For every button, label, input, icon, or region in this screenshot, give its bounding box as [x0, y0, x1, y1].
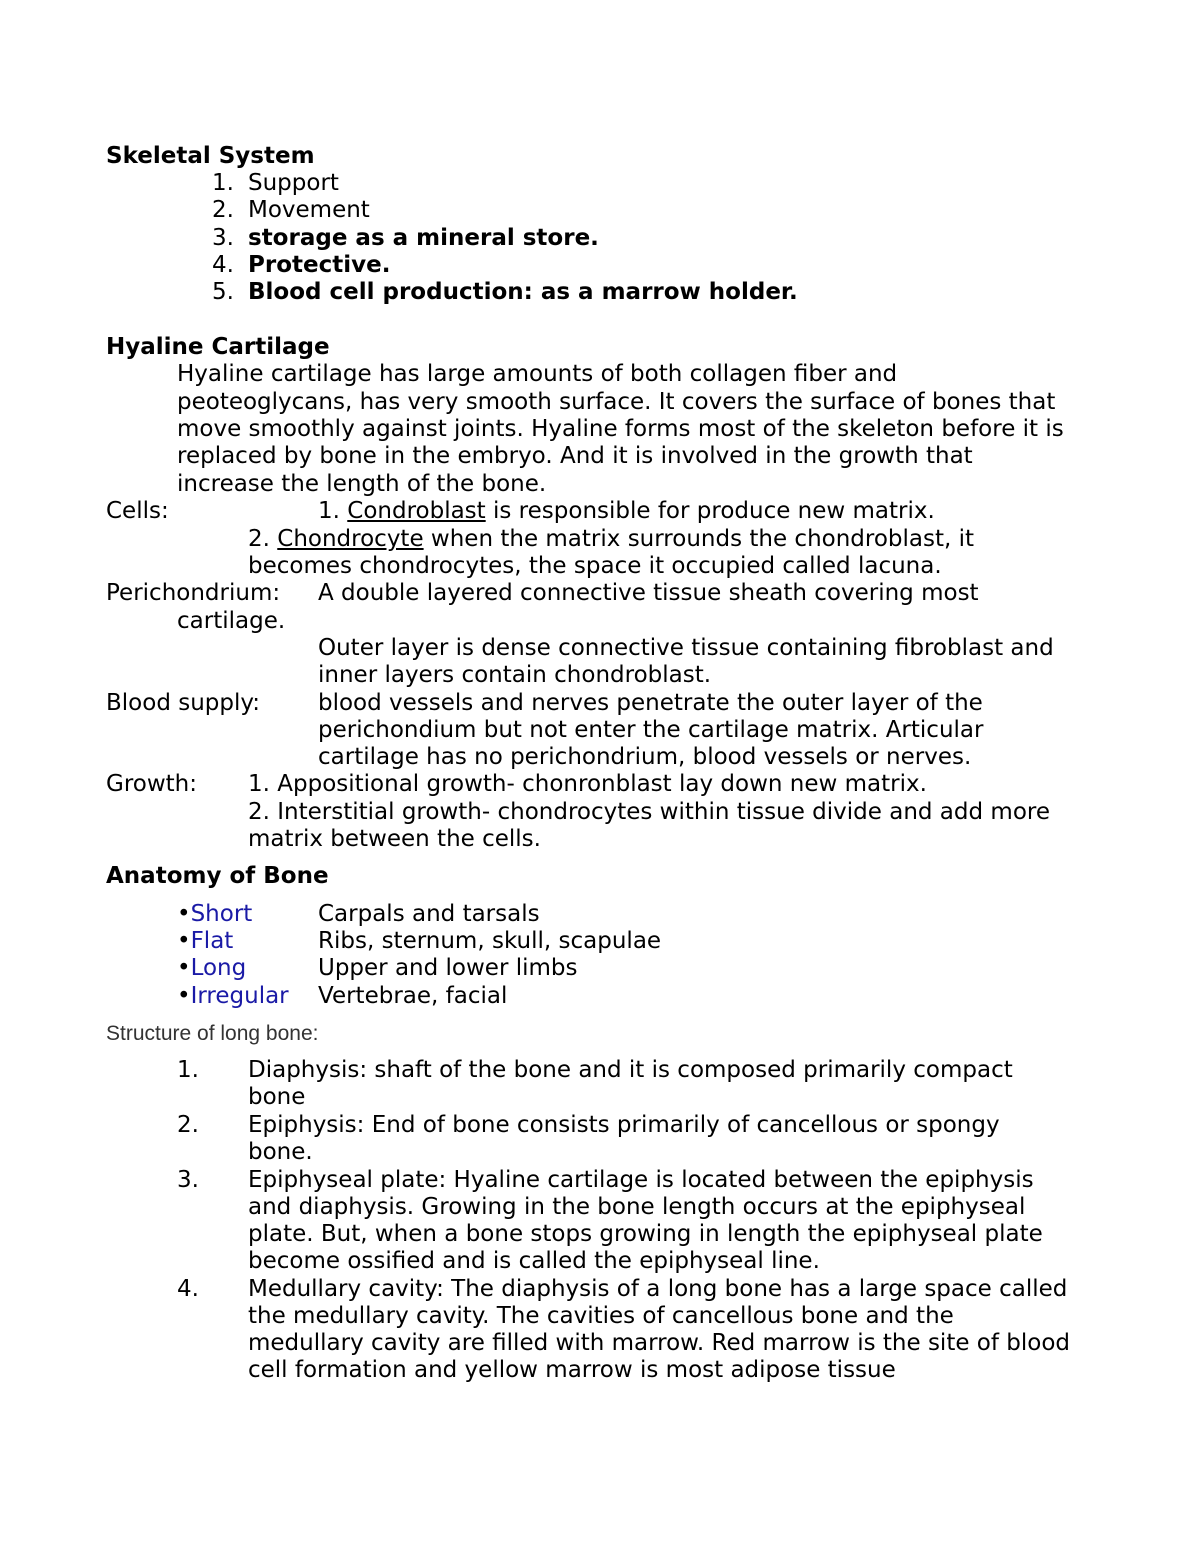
- definition: when the matrix surrounds the chondroblast, it: [423, 526, 975, 552]
- list-number: 5.: [212, 279, 234, 305]
- paragraph-line: the medullary cavity. The cavities of cancellous bone and the: [248, 1303, 954, 1329]
- heading-skeletal-system: Skeletal System: [106, 143, 315, 169]
- bullet-icon: •: [177, 983, 191, 1009]
- heading-anatomy-of-bone: Anatomy of Bone: [106, 863, 329, 889]
- paragraph-line: cartilage has no perichondrium, blood vessels or nerves.: [318, 744, 972, 770]
- label-blood-supply: Blood supply:: [106, 690, 261, 716]
- list-number: 4.: [212, 252, 234, 278]
- paragraph-line: becomes chondrocytes, the space it occupied called lacuna.: [248, 553, 942, 579]
- term-condroblast: Condroblast: [347, 498, 486, 524]
- paragraph-line: Hyaline cartilage has large amounts of both collagen fiber and: [177, 361, 898, 387]
- paragraph-line: Epiphyseal plate: Hyaline cartilage is located between the epiphysis: [248, 1167, 1034, 1193]
- paragraph-line: 2. Interstitial growth- chondrocytes within tissue divide and add more: [248, 799, 1050, 825]
- paragraph-line: perichondium but not enter the cartilage matrix. Articular: [318, 717, 984, 743]
- paragraph-line: cartilage.: [177, 608, 286, 634]
- bone-type-desc: Ribs, sternum, skull, scapulae: [318, 928, 662, 954]
- list-item: Blood cell production: as a marrow holder.: [248, 279, 798, 305]
- list-number: 3.: [212, 225, 234, 251]
- list-number: 1.: [318, 498, 340, 524]
- heading-hyaline-cartilage: Hyaline Cartilage: [106, 334, 330, 360]
- paragraph-line: cell formation and yellow marrow is most adipose tissue: [248, 1357, 896, 1383]
- bone-type-desc: Upper and lower limbs: [318, 955, 578, 981]
- label-cells: Cells:: [106, 498, 169, 524]
- bone-type-name: Short: [190, 901, 253, 927]
- bone-type-name: Long: [190, 955, 247, 981]
- label-growth: Growth:: [106, 771, 198, 797]
- definition: is responsible for produce new matrix.: [485, 498, 935, 524]
- paragraph-line: Diaphysis: shaft of the bone and it is composed primarily compact: [248, 1057, 1013, 1083]
- bone-type-desc: Carpals and tarsals: [318, 901, 540, 927]
- paragraph-line: bone.: [248, 1139, 313, 1165]
- list-number: 4.: [177, 1276, 199, 1302]
- paragraph-line: inner layers contain chondroblast.: [318, 662, 712, 688]
- paragraph-line: Medullary cavity: The diaphysis of a long bone has a large space called: [248, 1276, 1068, 1302]
- paragraph-line: matrix between the cells.: [248, 826, 541, 852]
- list-item: Protective.: [248, 252, 391, 278]
- paragraph-line: 1. Appositional growth- chonronblast lay down new matrix.: [248, 771, 927, 797]
- list-number: 1.: [212, 170, 234, 196]
- heading-structure-of-long-bone: Structure of long bone:: [106, 1022, 319, 1045]
- list-item: Support: [248, 170, 339, 196]
- paragraph-line: move smoothly against joints. Hyaline forms most of the skeleton before it is: [177, 416, 1064, 442]
- bullet-icon: •: [177, 955, 191, 981]
- paragraph-line: plate. But, when a bone stops growing in length the epiphyseal plate: [248, 1221, 1043, 1247]
- bone-type-desc: Vertebrae, facial: [318, 983, 508, 1009]
- paragraph-line: and diaphysis. Growing in the bone length occurs at the epiphyseal: [248, 1194, 1026, 1220]
- paragraph-line: blood vessels and nerves penetrate the outer layer of the: [318, 690, 983, 716]
- term-chondrocyte: Chondrocyte: [277, 526, 424, 552]
- label-perichondrium: Perichondrium:: [106, 580, 281, 606]
- bone-type-row: [177, 955, 246, 982]
- cells-item-2: [248, 526, 974, 553]
- list-number: 1.: [177, 1057, 199, 1083]
- list-number: 2.: [212, 197, 234, 223]
- paragraph-line: become ossified and is called the epiphyseal line.: [248, 1248, 820, 1274]
- list-item: Movement: [248, 197, 370, 223]
- cells-item-1: [318, 498, 935, 525]
- bone-type-row: [177, 928, 233, 955]
- list-number: 2.: [248, 526, 270, 552]
- paragraph-line: medullary cavity are filled with marrow. Red marrow is the site of blood: [248, 1330, 1071, 1356]
- list-number: 2.: [177, 1112, 199, 1138]
- paragraph-line: A double layered connective tissue sheath covering most: [318, 580, 979, 606]
- bone-type-row: [177, 983, 289, 1010]
- bone-type-name: Flat: [190, 928, 234, 954]
- paragraph-line: replaced by bone in the embryo. And it is involved in the growth that: [177, 443, 973, 469]
- list-number: 3.: [177, 1167, 199, 1193]
- paragraph-line: increase the length of the bone.: [177, 471, 547, 497]
- bullet-icon: •: [177, 901, 191, 927]
- paragraph-line: Outer layer is dense connective tissue containing fibroblast and: [318, 635, 1054, 661]
- paragraph-line: Epiphysis: End of bone consists primarily of cancellous or spongy: [248, 1112, 1000, 1138]
- bone-type-name: Irregular: [190, 983, 289, 1009]
- bullet-icon: •: [177, 928, 191, 954]
- paragraph-line: peoteoglycans, has very smooth surface. It covers the surface of bones that: [177, 389, 1056, 415]
- paragraph-line: bone: [248, 1084, 306, 1110]
- list-item: storage as a mineral store.: [248, 225, 599, 251]
- bone-type-row: [177, 901, 252, 928]
